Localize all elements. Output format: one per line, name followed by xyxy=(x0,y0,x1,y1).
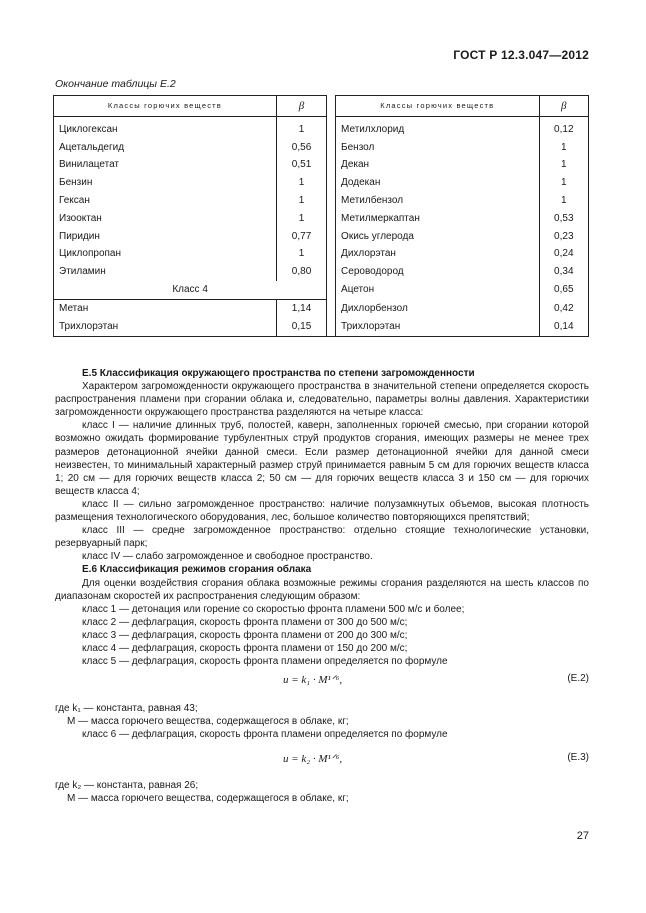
table-row xyxy=(54,210,589,228)
formula-e2-notes xyxy=(55,702,589,741)
substance-name: Винилацетат xyxy=(54,157,277,175)
flammable-classes-table xyxy=(53,95,589,337)
where-k2: где k₂ — константа, равная 26; xyxy=(55,780,199,791)
substance-name: Циклопропан xyxy=(54,246,277,264)
table-row xyxy=(54,281,589,299)
clutter-class-4: класс IV — слабо загроможденное и свободное пространство. xyxy=(82,551,373,563)
table-row xyxy=(54,192,589,210)
combustion-mode-5: класс 5 — дефлаграция, скорость фронта пламени определяется по формуле xyxy=(82,656,448,668)
beta-value: 0,24 xyxy=(539,246,588,264)
substance-name: Декан xyxy=(336,157,540,175)
beta-value: 1,14 xyxy=(276,299,326,317)
table-row xyxy=(54,157,589,175)
substance-name: Метилмеркаптан xyxy=(336,210,540,228)
where-m1: M — масса горючего вещества, содержащегося в облаке, кг; xyxy=(67,716,349,728)
table-row xyxy=(54,174,589,192)
where-k1: где k₁ — константа, равная 43; xyxy=(55,703,198,714)
table-row xyxy=(54,299,589,317)
beta-value: 1 xyxy=(539,139,588,157)
combustion-mode-1: класс 1 — детонация или горение со скоростью фронта пламени 500 м/с и более; xyxy=(82,603,465,615)
substance-name: Метилхлорид xyxy=(336,117,540,139)
beta-value: 0,42 xyxy=(539,299,588,317)
col-header-beta-left: β xyxy=(276,96,326,117)
column-gap xyxy=(327,174,336,192)
substance-name: Додекан xyxy=(336,174,540,192)
page-number: 27 xyxy=(576,830,589,842)
column-gap xyxy=(327,299,336,317)
beta-value: 1 xyxy=(276,210,326,228)
substance-name: Этиламин xyxy=(54,263,277,281)
column-gap xyxy=(327,210,336,228)
table-row xyxy=(54,246,589,264)
clutter-class-1: класс I — наличие длинных труб, полостей, каверн, заполненных горючей смесью, при сгорании которой возможно ожидать формирование турбулентных струй продуктов сгорания, имеющих размеры не менее трех размеров детонационной ячейки данной смеси. Если размер детонационной ячейки для данной смеси неизвестен, то минимальный характерный размер струй принимается равным 5 см для горючих веществ класса 1; 20 см — для горючих веществ класса 2; 50 см — для горючих веществ класса 3 и 150 см — для горючих веществ класса 4; xyxy=(55,420,589,497)
column-gap xyxy=(327,246,336,264)
beta-value: 1 xyxy=(276,174,326,192)
column-gap xyxy=(327,318,336,336)
table-row xyxy=(54,318,589,336)
substance-name: Трихлорэтан xyxy=(54,318,277,336)
combustion-mode-4: класс 4 — дефлаграция, скорость фронта пламени от 150 до 200 м/с; xyxy=(82,642,408,654)
col-header-class-left: Классы горючих веществ xyxy=(54,96,277,117)
formula-e3-notes xyxy=(55,779,589,805)
substance-name: Дихлорбензол xyxy=(336,299,540,317)
substance-name: Пиридин xyxy=(54,228,277,246)
beta-value: 0,12 xyxy=(539,117,588,139)
substance-name: Изооктан xyxy=(54,210,277,228)
beta-value: 1 xyxy=(276,192,326,210)
beta-value: 0,65 xyxy=(539,281,588,299)
substance-name: Ацетальдегид xyxy=(54,139,277,157)
col-header-class-right: Классы горючих веществ xyxy=(336,96,540,117)
beta-value: 0,80 xyxy=(276,263,326,281)
substance-name: Дихлорэтан xyxy=(336,246,540,264)
table-row xyxy=(54,263,589,281)
beta-value: 1 xyxy=(276,117,326,139)
clutter-class-2: класс II — сильно загроможденное пространство: наличие полузамкнутых объемов, высокая плотность размещения технологического оборудования, лес, большое количество повторяющихся препятствий; xyxy=(55,498,589,524)
section-e6-paragraph: Для оценки воздействия сгорания облака возможные режимы сгорания разделяются на шесть классов по диапазонам скоростей их распространения следующим образом: xyxy=(55,577,589,602)
standard-number: ГОСТ Р 12.3.047—2012 xyxy=(453,48,589,62)
table-row xyxy=(54,228,589,246)
formula-e3-expression: u = k₂ · M¹ᐟ⁶, xyxy=(283,753,343,765)
substance-name: Бензин xyxy=(54,174,277,192)
substance-name: Ацетон xyxy=(336,281,540,299)
clutter-class-3: класс III — средне загроможденное пространство: отдельно стоящие технологические установки, резервуарный парк; xyxy=(55,525,589,550)
column-gap xyxy=(327,139,336,157)
substance-name: Бензол xyxy=(336,139,540,157)
column-gap xyxy=(327,228,336,246)
beta-value: 0,23 xyxy=(539,228,588,246)
column-gap xyxy=(327,263,336,281)
combustion-mode-6: класс 6 — дефлаграция, скорость фронта пламени определяется по формуле xyxy=(82,729,448,741)
table-row xyxy=(54,139,589,157)
column-gap xyxy=(327,117,336,139)
beta-value: 0,56 xyxy=(276,139,326,157)
beta-value: 0,14 xyxy=(539,318,588,336)
beta-value: 0,34 xyxy=(539,263,588,281)
beta-value: 0,15 xyxy=(276,318,326,336)
section-e6-heading: Е.6 Классификация режимов сгорания облака xyxy=(82,564,312,576)
beta-value: 1 xyxy=(539,192,588,210)
substance-name: Сероводород xyxy=(336,263,540,281)
beta-value: 0,77 xyxy=(276,228,326,246)
beta-value: 0,51 xyxy=(276,157,326,175)
section-e5-paragraph: Характером загроможденности окружающего пространства в значительной степени определяется скорость распространения пламени при сгорании облака и, следовательно, параметры волны давления. Характеристики загроможденности окружающего пространства разделяются на четыре класса: xyxy=(55,381,589,419)
substance-name: Метан xyxy=(54,299,277,317)
beta-value: 0,53 xyxy=(539,210,588,228)
where-m2: M — масса горючего вещества, содержащегося в облаке, кг; xyxy=(67,793,349,805)
combustion-mode-3: класс 3 — дефлаграция, скорость фронта пламени от 200 до 300 м/с; xyxy=(82,629,408,641)
column-gap xyxy=(327,192,336,210)
col-header-beta-right: β xyxy=(539,96,588,117)
main-text xyxy=(55,367,589,668)
formula-e2-expression: u = k₁ · M¹ᐟ⁶, xyxy=(283,674,343,686)
formula-e3-number: (Е.3) xyxy=(567,752,589,763)
column-gap xyxy=(327,281,336,299)
formula-e2-number: (Е.2) xyxy=(567,673,589,684)
beta-value: 1 xyxy=(539,157,588,175)
table-caption: Окончание таблицы Е.2 xyxy=(55,78,176,90)
class-4-label: Класс 4 xyxy=(54,281,327,299)
substance-name: Гексан xyxy=(54,192,277,210)
substance-name: Трихлорэтан xyxy=(336,318,540,336)
beta-value: 1 xyxy=(276,246,326,264)
substance-name: Метилбензол xyxy=(336,192,540,210)
combustion-mode-2: класс 2 — дефлаграция, скорость фронта пламени от 300 до 500 м/с; xyxy=(82,616,408,628)
beta-value: 1 xyxy=(539,174,588,192)
section-e5-heading: Е.5 Классификация окружающего пространства по степени загроможденности xyxy=(82,368,475,379)
column-gap xyxy=(327,157,336,175)
table-row xyxy=(54,117,589,139)
substance-name: Окись углерода xyxy=(336,228,540,246)
substance-name: Циклогексан xyxy=(54,117,277,139)
